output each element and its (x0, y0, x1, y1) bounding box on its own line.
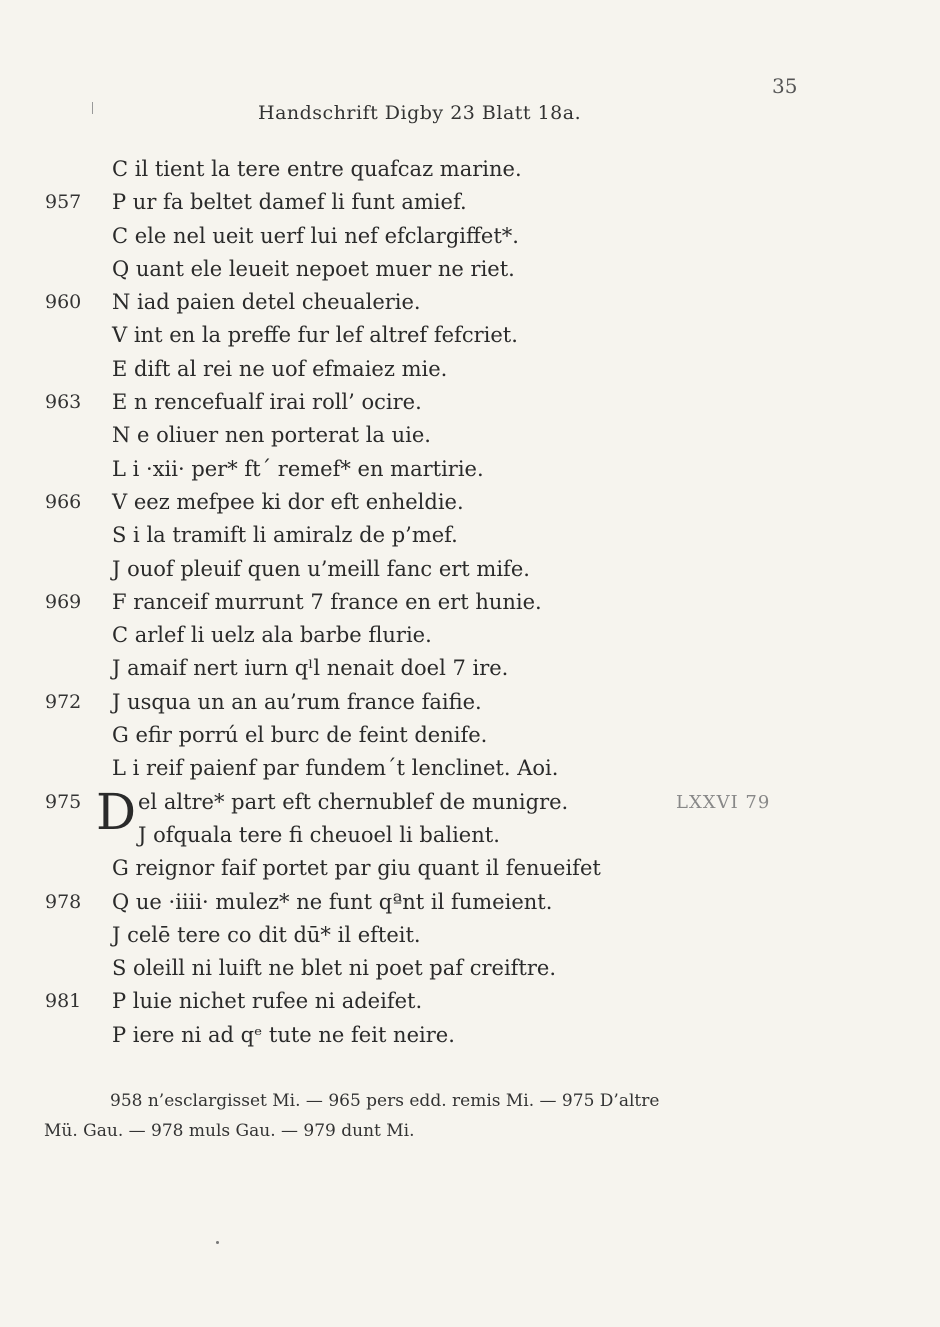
verse-line (0, 719, 940, 752)
line-text: E n rencefualf irai roll’ ocire. (112, 390, 422, 415)
verse-line (0, 486, 940, 519)
footnote-line: 958 n’esclargisset Mi. — 965 pers edd. remis Mi. — 975 D’altre (110, 1091, 660, 1111)
line-number: 966 (45, 490, 82, 513)
line-text: J usqua un an au’rum france faifie. (112, 689, 482, 714)
line-text: L i ·xii· per* ft´ remef* en martirie. (112, 456, 484, 481)
line-text: P ur fa beltet damef li funt amief. (112, 190, 467, 215)
line-text: el altre* part eft chernublef de munigre. (138, 789, 569, 814)
footnotes (44, 1086, 904, 1146)
line-text: J amaif nert iurn qˡl nenait doel 7 ire. (112, 656, 509, 681)
line-text: N iad paien detel cheualerie. (112, 290, 421, 315)
page-number: 35 (772, 74, 798, 98)
verse-line (0, 819, 940, 852)
line-number: 978 (45, 890, 82, 913)
verse-line (0, 619, 940, 652)
line-text: S i la tramift li amiralz de p’mef. (112, 523, 458, 548)
line-text: F ranceif murrunt 7 france en ert hunie. (112, 589, 542, 614)
line-text: V eez mefpee ki dor eft enheldie. (112, 489, 464, 514)
verse-line (0, 220, 940, 253)
drop-cap: D (96, 782, 137, 841)
line-text: G efir porrú el burc de feint denife. (112, 723, 488, 748)
line-text: Q ue ·iiii· mulez* ne funt qªnt il fumeient. (112, 889, 553, 914)
line-text: C arlef li uelz ala barbe flurie. (112, 623, 432, 648)
line-text: J ouof pleuif quen u’meill fanc ert mife. (112, 556, 530, 581)
line-number: 960 (45, 291, 82, 314)
verse-line (0, 1019, 940, 1052)
verse-line (0, 919, 940, 952)
verse-line (0, 253, 940, 286)
line-number: 957 (45, 191, 82, 214)
line-text: N e oliuer nen porterat la uie. (112, 423, 431, 448)
verse-line (0, 153, 940, 186)
verse-line (0, 453, 940, 486)
line-text: V int en la preffe fur lef altref fefcriet. (112, 323, 518, 348)
line-text: E dift al rei ne uof efmaiez mie. (112, 356, 448, 381)
verse-line (0, 386, 940, 419)
verse-line (0, 353, 940, 386)
line-text: C ele nel ueit uerf lui nef efclargiffet*. (112, 223, 519, 248)
verse-line (0, 852, 940, 885)
line-text: Q uant ele leueit nepoet muer ne riet. (112, 256, 515, 281)
verse-line (0, 519, 940, 552)
line-number: 972 (45, 690, 82, 713)
line-text: S oleill ni luift ne blet ni poet paf creiftre. (112, 956, 557, 981)
page-speck (216, 1241, 219, 1244)
verse-line (0, 586, 940, 619)
running-head: Handschrift Digby 23 Blatt 18a. (258, 102, 582, 124)
verse-line (0, 686, 940, 719)
verse-line (0, 419, 940, 452)
line-text: G reignor faif portet par giu quant il fenueifet (112, 856, 601, 881)
line-text: P luie nichet rufee ni adeifet. (112, 989, 423, 1014)
footnote-line: Mü. Gau. — 978 muls Gau. — 979 dunt Mi. (44, 1121, 415, 1141)
line-text: L i reif paienf par fundem´t lenclinet. Aoi. (112, 756, 559, 781)
verse-line (0, 652, 940, 685)
verse-line (0, 286, 940, 319)
verse-block (0, 153, 940, 1052)
line-text: P iere ni ad qᵉ tute ne feit neire. (112, 1022, 455, 1047)
line-number: 975 (45, 790, 82, 813)
margin-tick (92, 102, 93, 114)
line-number: 963 (45, 391, 82, 414)
line-text: C il tient la tere entre quafcaz marine. (112, 157, 522, 181)
verse-line (0, 886, 940, 919)
laisse-marker: LXXVI 79 (676, 791, 771, 813)
verse-line (0, 553, 940, 586)
line-text: J ofquala tere fi cheuoel li balient. (138, 822, 500, 847)
line-number: 969 (45, 590, 82, 613)
verse-line (0, 319, 940, 352)
line-text: J celē tere co dit dū* il efteit. (112, 922, 421, 947)
line-number: 981 (45, 990, 82, 1013)
verse-line (0, 952, 940, 985)
verse-line (0, 752, 940, 785)
verse-line (0, 985, 940, 1018)
verse-line (0, 186, 940, 219)
